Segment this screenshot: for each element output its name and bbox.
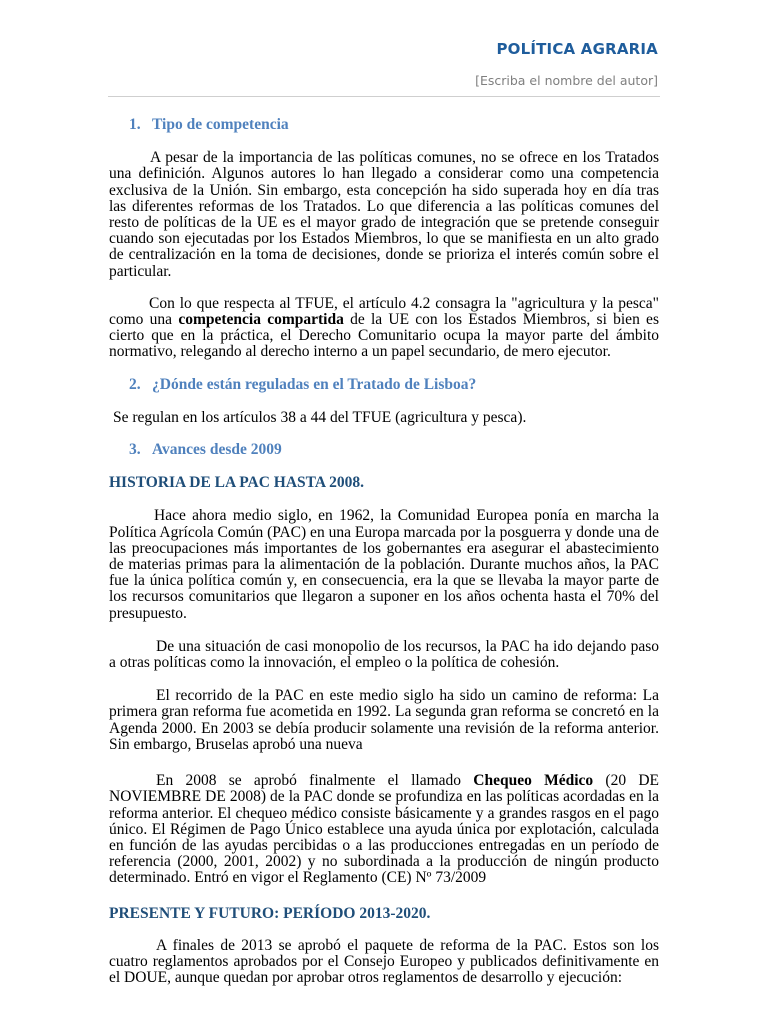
paragraph-text: A pesar de la importancia de las políticas comunes, no se ofrece en los Tratados una definición. Algunos autores lo han llegado a considerar como una competencia exclusiva de la Unión. Sin embargo, esta concepción ha sido superada hoy en día tras las diferentes reformas de los Tratados. Lo que diferencia a las políticas comunes del resto de políticas de la UE es el mayor grado de integración que se pretende conseguir cuando son ejecutadas por los Estados Miembros, lo que se manifiesta en un alto grado de centralización en la toma de decisiones, donde se prioriza el interés común sobre el particular. — [109, 149, 659, 280]
paragraph-competencia — [109, 150, 659, 280]
section-heading-3 — [109, 442, 659, 458]
section-number: 2. — [129, 375, 141, 393]
paragraph-chequeo — [109, 773, 659, 886]
section-title: ¿Dónde están reguladas en el Tratado de Lisboa? — [152, 375, 477, 393]
bold-term: competencia compartida — [178, 311, 344, 329]
paragraph-reforma-2013 — [109, 938, 659, 987]
paragraph-monopolio — [109, 639, 659, 671]
paragraph-text: Con lo que respecta al TFUE, el artículo 4.2 consagra la "agricultura y la pesca" como una — [109, 294, 659, 329]
paragraph-historia — [109, 508, 659, 621]
section-heading-2 — [109, 377, 659, 393]
paragraph-text: A finales de 2013 se aprobó el paquete de reforma de la PAC. Estos son los cuatro reglamentos aprobados por el Consejo Europeo y publicados definitivamente en el DOUE, aunque quedan por aprobar otros reglamentos de desarrollo y ejecución: — [109, 936, 659, 987]
paragraph-text: De una situación de casi monopolio de los recursos, la PAC ha ido dejando paso a otras políticas como la innovación, el empleo o la política de cohesión. — [109, 637, 659, 672]
paragraph-text: El recorrido de la PAC en este medio siglo ha sido un camino de reforma: La primera gran reforma fue acometida en 1992. La segunda gran reforma se concretó en la Agenda 2000. En 2003 se debía producir solamente una revisión de la reforma anterior. Sin embargo, Bruselas aprobó una nueva — [109, 687, 659, 753]
paragraph-text: de la UE con los Estados Miembros, si bien es cierto que en la práctica, el Derecho Comunitario ocupa la mayor parte del ámbito normativo, relegando al derecho interno a un papel secundario, de mero ejecutor. — [109, 311, 659, 361]
section-title: Tipo de competencia — [152, 116, 289, 133]
heading-historia: HISTORIA DE LA PAC HASTA 2008. — [109, 474, 364, 492]
paragraph-recorrido — [109, 688, 659, 753]
header-title: POLÍTICA AGRARIA — [496, 40, 658, 58]
paragraph-tfue — [109, 296, 659, 361]
paragraph-regulacion: Se regulan en los artículos 38 a 44 del TFUE (agricultura y pesca). — [113, 408, 527, 426]
section-title: Avances desde 2009 — [152, 441, 282, 459]
paragraph-text: En 2008 se aprobó finalmente el llamado — [156, 772, 474, 790]
section-number: 1. — [129, 116, 141, 133]
section-heading-1 — [109, 117, 659, 133]
document-body — [109, 117, 659, 986]
paragraph-text: Hace ahora medio siglo, en 1962, la Comunidad Europea ponía en marcha la Política Agrícola Común (PAC) en una Europa marcada por la posguerra y donde una de las preocupaciones más importantes de los gobernantes era asegurar el abastecimiento de materias primas para la alimentación de la población. Durante muchos años, la PAC fue la única política común y, en consecuencia, era la que se llevaba la mayor parte de los recursos comunitarios que llegaron a suponer en los años ochenta hasta el 70% del presupuesto. — [109, 507, 659, 622]
paragraph-text: (20 DE NOVIEMBRE DE 2008) de la PAC donde se profundiza en las políticas acordadas en la reforma anterior. El chequeo médico consiste básicamente y a grandes rasgos en el pago único. El Régimen de Pago Único establece una ayuda única por explotación, calculada en función de las ayudas percibidas o a las producciones entregadas en un período de referencia (2000, 2001, 2002) y no subordinada a la producción de ningún producto determinado. Entró en vigor el Reglamento (CE) Nº 73/2009 — [109, 772, 660, 887]
author-placeholder[interactable]: [Escriba el nombre del autor] — [475, 73, 658, 88]
bold-term: Chequeo Médico — [473, 772, 594, 790]
header-divider — [108, 96, 660, 97]
section-number: 3. — [129, 441, 141, 459]
heading-presente: PRESENTE Y FUTURO: PERÍODO 2013-2020. — [109, 904, 431, 922]
